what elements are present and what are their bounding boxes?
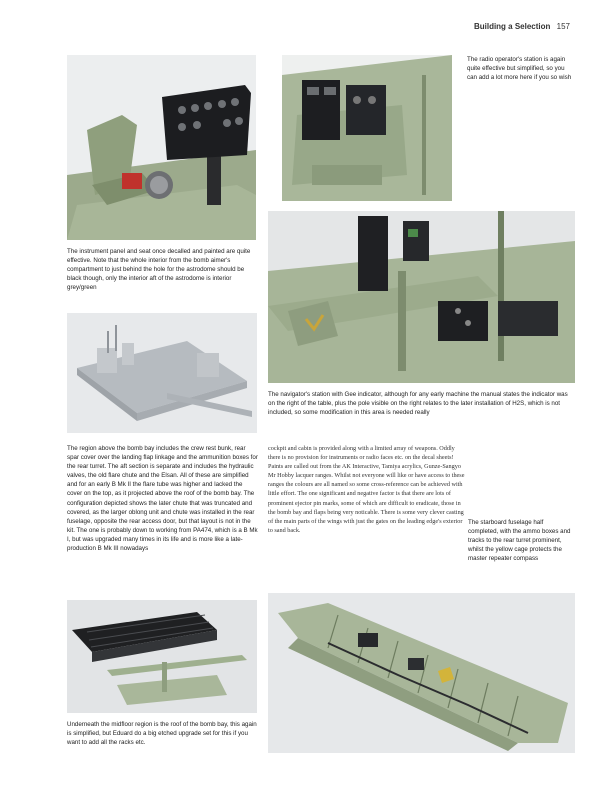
caption-navigator-station: The navigator's station with Gee indicator, although for any early machine the manual states the indicator was on the right of the table, plus the pole visible on the right relates to the later installation of H2S, which is not included, so some modification in this area is needed really bbox=[268, 391, 568, 417]
page-number: 157 bbox=[556, 22, 570, 31]
caption-cockpit: The instrument panel and seat once decalled and painted are quite effective. Note that the whole interior from the bomb aimer's compartment to just behind the hole for the astrodome should be black though, only the interior aft of the astrodome is interior grey/green bbox=[67, 248, 251, 292]
running-header bbox=[330, 22, 570, 36]
photo-cockpit bbox=[67, 55, 256, 240]
caption-radio-station: The radio operator's station is again quite effective but simplified, so you can add a lot more here if you so wish bbox=[467, 56, 572, 82]
photo-navigator-station bbox=[268, 211, 575, 383]
photo-fuselage-half bbox=[268, 593, 575, 753]
caption-bomb-bay-region: The region above the bomb bay includes the crew rest bunk, rear spar cover over the landing flap linkage and the ammunition boxes for the rear turret. The aft section is separate and includes the hydraulic valves, the old flare chute and the Elsan. All of these are simplified and for an early B Mk II the flare tube was higher and lacked the cover on the top, as it projected above the roof of the bomb bay. The configuration depicted shows the later chute that was truncated and covered, as the larger oblong unit and chute was installed in the rear fuselage, opposite the rear access door, but that layout is not in the kit. The one is probably down to working from PA474, which is a B Mk I, but was upgraded many times in its life and is more like a late-production B Mk III nowadays bbox=[67, 445, 258, 553]
caption-fuselage-half: The starboard fuselage half completed, with the ammo boxes and tracks to the rear turret prominent, whilst the yellow cage protects the master repeater compass bbox=[468, 519, 571, 563]
photo-radio-station bbox=[282, 55, 452, 201]
photo-bomb-bay-region bbox=[67, 313, 257, 433]
photo-midfloor bbox=[67, 600, 257, 713]
body-text: cockpit and cabin is provided along with a limited array of weapons. Oddly there is no provision for instruments or radio faces etc. on the decal sheets! Paints are called out from the AK Interactive, Tamiya acrylics, Gunze-Sangyo Mr Hobby lacquer ranges. Whilst not everyone will like or have access to these ranges the colours are all named so some cross-reference can be achieved with little effort. The one significant and negative factor is that there are lots of prominent ejector pin marks, some of which are difficult to eradicate, those in the bomb bay and flaps being very noticable. There is some very clever casting of the main parts of the wings with just the gates on the leading edge's exterior to sand back. bbox=[268, 445, 465, 534]
caption-midfloor: Underneath the midfloor region is the roof of the bomb bay, this again is simplified, but Eduard do a big etched upgrade set for this if you want to add all the racks etc. bbox=[67, 721, 257, 747]
section-title: Building a Selection bbox=[473, 22, 551, 31]
